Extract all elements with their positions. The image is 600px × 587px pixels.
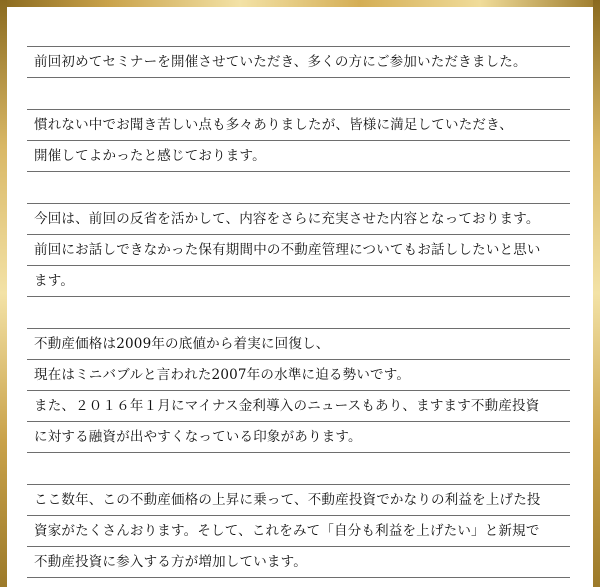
- paragraph-4: [27, 328, 570, 453]
- text-line: 不動産価格は2009年の底値から着実に回復し、: [27, 328, 570, 359]
- paragraph-gap: [27, 297, 570, 328]
- text-line: 前回にお話しできなかった保有期間中の不動産管理についてもお話ししたいと思い: [27, 234, 570, 265]
- text-line: 不動産投資に参入する方が増加しています。: [27, 546, 570, 578]
- paragraph-gap: [27, 172, 570, 203]
- gold-frame-top: [0, 0, 600, 7]
- paragraph-gap: [27, 78, 570, 109]
- text-line: 開催してよかったと感じております。: [27, 140, 570, 172]
- text-line: 前回初めてセミナーを開催させていただき、多くの方にご参加いただきました。: [27, 46, 570, 78]
- paragraph-2: [27, 109, 570, 172]
- gold-frame-left: [0, 0, 7, 587]
- text-line: ます。: [27, 265, 570, 297]
- text-line: 資家がたくさんおります。そして、これをみて「自分も利益を上げたい」と新規で: [27, 515, 570, 546]
- text-line: 慣れない中でお聞き苦しい点も多々ありましたが、皆様に満足していただき、: [27, 109, 570, 140]
- paragraph-1: [27, 46, 570, 78]
- paragraph-gap: [27, 453, 570, 484]
- text-line: 現在はミニバブルと言われた2007年の水準に迫る勢いです。: [27, 359, 570, 390]
- text-line: ここ数年、この不動産価格の上昇に乗って、不動産投資でかなりの利益を上げた投: [27, 484, 570, 515]
- text-line: 今回は、前回の反省を活かして、内容をさらに充実させた内容となっております。: [27, 203, 570, 234]
- document-body: [27, 46, 570, 578]
- text-line: また、２０１６年１月にマイナス金利導入のニュースもあり、ますます不動産投資: [27, 390, 570, 421]
- gold-frame-right: [593, 0, 600, 587]
- paragraph-5: [27, 484, 570, 578]
- paragraph-3: [27, 203, 570, 297]
- text-line: に対する融資が出やすくなっている印象があります。: [27, 421, 570, 453]
